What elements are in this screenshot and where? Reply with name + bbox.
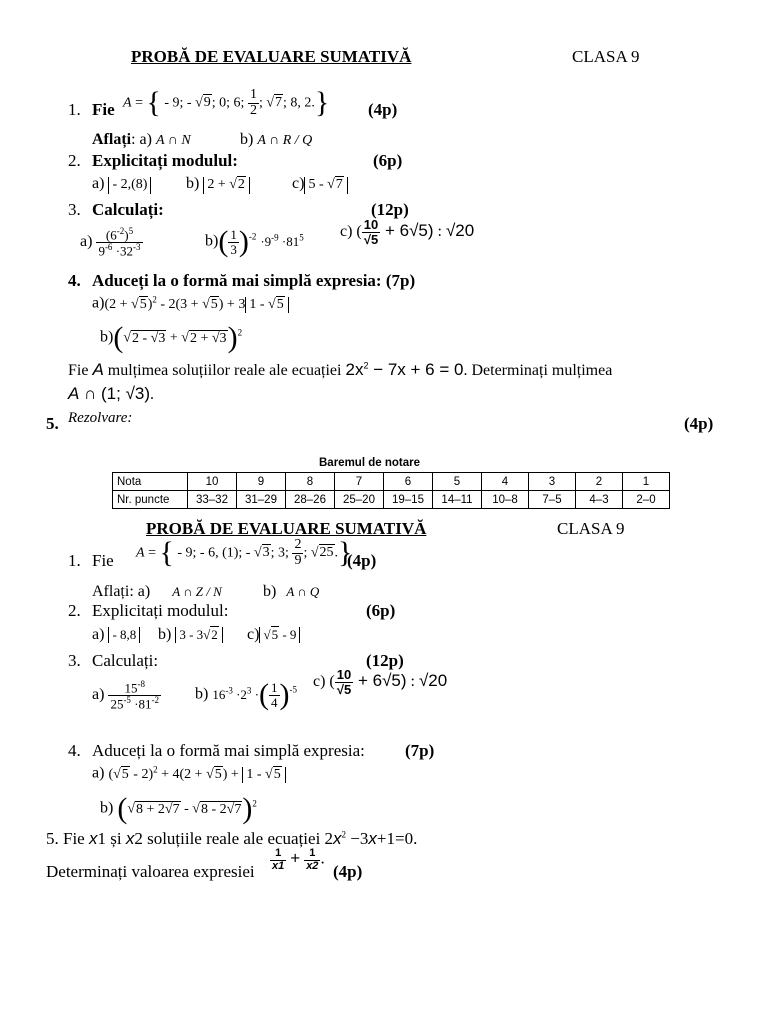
t1-q4-label bbox=[92, 271, 415, 291]
barem-table-wrap bbox=[112, 472, 670, 509]
t2-q5-expr: $\frac{1}{x1}$ + $\frac{1}{x2}$ . bbox=[272, 847, 325, 872]
t1-q2-c: c) 5 - √7 bbox=[292, 175, 348, 194]
t2-q1-label: Fie bbox=[92, 551, 114, 570]
t2-q2-label: Explicitați modulul: bbox=[92, 601, 229, 620]
barem-cell: 19–15 bbox=[384, 491, 433, 509]
t1-q2-number: 2. bbox=[68, 151, 81, 170]
t1-q5-text1: Fie A mulțimea soluțiilor reale ale ecuației $2x^2 - 7x + 6 = 0$. Determinați mulțimea bbox=[68, 360, 613, 379]
barem-cell: 3 bbox=[529, 473, 576, 491]
t1-q1-b: b) A ∩ R / Q bbox=[240, 131, 313, 148]
t1-q4-a: $a)(2 + √5)^2 - 2(3 + √5) + 3$ 1 - √5 bbox=[92, 294, 289, 313]
barem-cell: 4–3 bbox=[576, 491, 623, 509]
barem-cell: 6 bbox=[384, 473, 433, 491]
barem-cell: 8 bbox=[286, 473, 335, 491]
barem-header-row bbox=[113, 473, 670, 491]
t1-q1-set-formula: A = { - 9; - √9; 0; 6; $\frac{1}{2}$ ; √7; 8, 2.} bbox=[123, 86, 330, 120]
test1-title: PROBĂ DE EVALUARE SUMATIVĂ bbox=[131, 47, 412, 66]
t1-q5-text2: A ∩ (1; √3). bbox=[68, 384, 155, 403]
t2-q1-b: b) A ∩ Q bbox=[263, 583, 320, 600]
t2-q4-a: a) (√5 - 2)$^2$ + 4(2 + √5) + 1 - √5 bbox=[92, 764, 286, 783]
t1-q5-number: 5. bbox=[46, 414, 59, 433]
t1-q2-b: b) 2 + √2 bbox=[186, 175, 250, 194]
barem-cell: 9 bbox=[237, 473, 286, 491]
barem-cell: 28–26 bbox=[286, 491, 335, 509]
barem-cell: 7 bbox=[335, 473, 384, 491]
t2-q4-points: (7p) bbox=[405, 741, 435, 760]
barem-cell: 2 bbox=[576, 473, 623, 491]
barem-cell: 10–8 bbox=[482, 491, 529, 509]
barem-cell: 14–11 bbox=[433, 491, 482, 509]
t2-q4-b: b) $(√8 + 2√7 - √8 - 2√7)^2$ bbox=[100, 792, 257, 825]
barem-cell: 1 bbox=[623, 473, 670, 491]
t2-q5-points: (4p) bbox=[333, 862, 363, 881]
t2-q3-label: Calculați: bbox=[92, 651, 159, 670]
t1-q3-points: (12p) bbox=[371, 200, 409, 219]
t2-q3-c: c) ( $\frac{10}{√5}$ + 6√5) : √20 bbox=[313, 667, 448, 697]
t2-q1-number: 1. bbox=[68, 551, 81, 570]
barem-cell: 2–0 bbox=[623, 491, 670, 509]
t1-q3-number: 3. bbox=[68, 200, 81, 219]
barem-cell: 25–20 bbox=[335, 491, 384, 509]
test2-title: PROBĂ DE EVALUARE SUMATIVĂ bbox=[146, 519, 427, 538]
t2-q2-b: b) 3 - 3√2 bbox=[158, 626, 223, 644]
t2-q5-text2: Determinați valoarea expresiei bbox=[46, 862, 255, 881]
t2-q2-c: c) √5 - 9 bbox=[247, 626, 300, 644]
barem-cell: 7–5 bbox=[529, 491, 576, 509]
barem-cell: Nr. puncte bbox=[113, 491, 188, 509]
t1-q2-points: (6p) bbox=[373, 151, 403, 170]
t1-q1-points: (4p) bbox=[368, 100, 398, 119]
t2-q3-b: b) $16^{-3} \cdot 2^3$ ·( $\frac{1}{4}$ )$^{-5}$ bbox=[195, 678, 298, 711]
t2-q1-points: (4p) bbox=[347, 551, 377, 570]
barem-cell: 33–32 bbox=[188, 491, 237, 509]
t1-q4-label-text: Aduceți la o formă mai simplă expresia: bbox=[92, 271, 382, 290]
barem-title: Baremul de notare bbox=[319, 457, 420, 469]
t2-q5-text1: 5. Fie x1 și x2 soluțiile reale ale ecuației $2x^2 -3x+1=0$. bbox=[46, 829, 418, 848]
barem-cell: Nota bbox=[113, 473, 188, 491]
barem-points-row bbox=[113, 491, 670, 509]
t1-q5-rezolvare: Rezolvare: bbox=[68, 410, 133, 426]
t1-q2-a: a) - 2,(8) bbox=[92, 175, 151, 194]
barem-table bbox=[112, 472, 670, 509]
barem-cell: 31–29 bbox=[237, 491, 286, 509]
t2-q1-set-formula: A = { - 9; - 6, (1); - √3; 3; $\frac{2}{9}$ ; √25.} bbox=[136, 536, 353, 570]
t2-q2-a: a) - 8,8 bbox=[92, 626, 140, 644]
t2-q2-points: (6p) bbox=[366, 601, 396, 620]
t2-q3-points: (12p) bbox=[366, 651, 404, 670]
t1-q3-b: b)( $\frac{1}{3}$ )$^{-2} \cdot 9^{-9} \cdot 81^5$ bbox=[205, 225, 304, 258]
t1-q2-label: Explicitați modulul: bbox=[92, 151, 238, 170]
t1-q3-a: a) $\frac{(6^{-2})^5}{9^{-6} \cdot 32^{-3}}$ bbox=[80, 226, 141, 259]
barem-cell: 5 bbox=[433, 473, 482, 491]
test1-class: CLASA 9 bbox=[572, 47, 640, 66]
t1-q4-b: $b)(√2 - √3 + √2 + √3)^2$ bbox=[100, 321, 243, 354]
t1-q3-c: c) ( $\frac{10}{√5}$ + 6√5) : √20 bbox=[340, 217, 475, 247]
t1-q5-points: (4p) bbox=[684, 414, 714, 433]
t2-q3-a: a) $\frac{15^{-8}}{25^{-5} \cdot 81^{-2}}$ bbox=[92, 679, 160, 712]
test2-class: CLASA 9 bbox=[557, 519, 625, 538]
t2-q3-number: 3. bbox=[68, 651, 81, 670]
t1-q4-points: (7p) bbox=[385, 271, 416, 290]
barem-cell: 10 bbox=[188, 473, 237, 491]
t2-q4-label: Aduceți la o formă mai simplă expresia: bbox=[92, 741, 365, 760]
t1-q3-label: Calculați: bbox=[92, 200, 164, 219]
t1-q1-number: 1. bbox=[68, 100, 81, 119]
t1-q1-find: Aflați: a) A ∩ N bbox=[92, 131, 191, 148]
t2-q1-find: Aflați: a) A ∩ Z / N bbox=[92, 583, 222, 600]
t1-q1-label: Fie bbox=[92, 100, 115, 119]
t1-q4-number: 4. bbox=[68, 271, 81, 290]
barem-cell: 4 bbox=[482, 473, 529, 491]
t2-q4-number: 4. bbox=[68, 741, 81, 760]
t2-q2-number: 2. bbox=[68, 601, 81, 620]
